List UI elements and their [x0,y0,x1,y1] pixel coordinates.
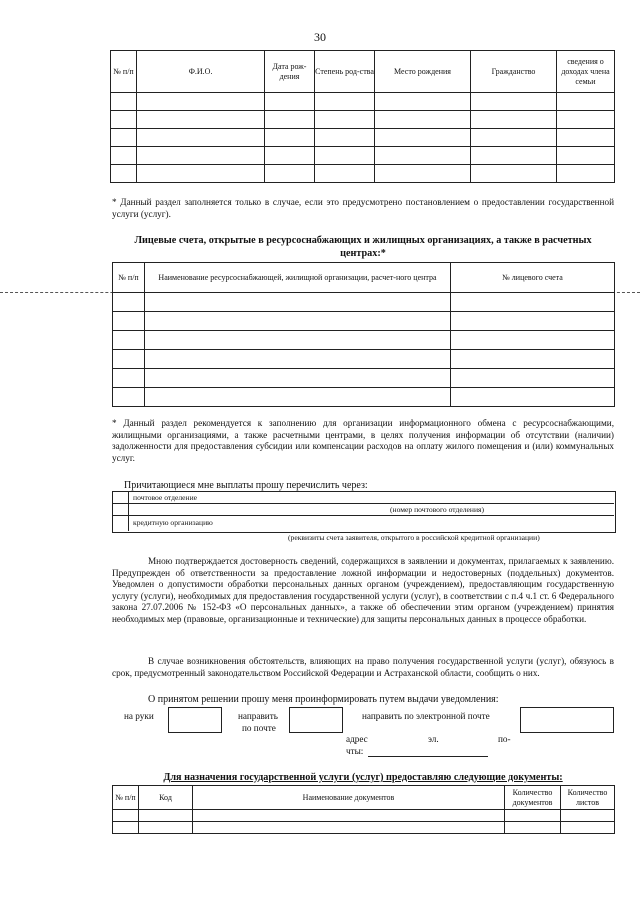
documents-section-title: Для назначения государственной услуги (услуг) предоставляю следующие документы: [163,772,563,783]
payment-col-divider [128,491,129,531]
col-sheet-count: Количество листов [561,786,615,810]
table-row [113,369,615,388]
credit-org-option[interactable]: кредитную организацию [133,518,213,527]
credit-org-hint: (реквизиты счета заявителя, открытого в российской кредитной организации) [288,533,540,542]
table-row [111,165,615,183]
table-row [113,350,615,369]
by-mail-checkbox[interactable] [289,707,343,733]
col-account-number: № лицевого счета [451,263,615,293]
table-row [111,147,615,165]
table-row [113,331,615,350]
email-label-3: по- [498,734,511,744]
in-hand-label: на руки [124,711,154,721]
col-citizenship: Гражданство [471,51,557,93]
table-row [111,111,615,129]
payment-divider [112,503,614,504]
accounts-note: * Данный раздел рекомендуется к заполнению для организации информационного обмена с ресурсоснабжающими, жилищными организациями, а также расчетными центрами, в целях получения информации об отсутствии (наличии) задолженности для предоставления субсидии или компенсации расходов на оплату жилого помещения и (или) коммунальных услуг. [112,418,614,463]
page-number: 30 [314,30,326,44]
col-organization: Наименование ресурсоснабжающей, жилищной организации, расчет-ного центра [145,263,451,293]
email-label-1: адрес [346,734,368,744]
email-label-2: эл. [428,734,439,744]
col-number: № п/п [113,263,145,293]
notification-intro: О принятом решении прошу меня проинформировать путем выдачи уведомления: [148,694,499,705]
col-number: № п/п [113,786,139,810]
in-hand-checkbox[interactable] [168,707,222,733]
by-email-checkbox[interactable] [520,707,614,733]
family-note: * Данный раздел заполняется только в случае, если это предусмотрено постановлением о предоставлении государственной услуги (услуг). [112,197,614,219]
by-mail-label-2: по почте [242,723,276,733]
table-row [113,312,615,331]
col-full-name: Ф.И.О. [137,51,265,93]
by-mail-label-1: направить [238,711,278,721]
payment-divider [112,515,614,516]
by-email-label: направить по электронной почте [362,711,490,721]
col-document-name: Наименование документов [193,786,505,810]
payment-intro: Причитающиеся мне выплаты прошу перечислить через: [124,480,368,491]
col-birth-date: Дата рож-дения [265,51,315,93]
col-relationship: Степень род-ства [315,51,375,93]
post-office-hint: (номер почтового отделения) [390,505,485,514]
col-income: сведения о доходах члена семьи [557,51,615,93]
obligation-text: В случае возникновения обстоятельств, влияющих на право получения государственной услуги (услуг), обязуюсь в срок, предусмотренный законодательством Российской Федерации и Астраханской области, сообщить о них. [112,656,614,678]
table-row [113,293,615,312]
email-label-4: чты: [346,746,364,756]
family-members-table [110,50,615,183]
col-birth-place: Место рождения [375,51,471,93]
table-row [113,388,615,407]
confirmation-text: Мною подтверждается достоверность сведений, содержащихся в заявлении и документах, прилагаемых к заявлению. Предупрежден об ответственности за предоставление ложной информации и недостоверных (поддельных) документов. Уведомлен о допустимости обработки персональных данных органом (учреждением), предоставляющим государственную услугу (услуги), необходимых для предоставления государственной услуги (услуг), в соответствии с п.4 ч.1 ст. 6 Федерального закона 27.07.2006 № 152-ФЗ «О персональных данных», а также об обеспечении этим органом (учреждением) принятия необходимых мер (правовые, организационные и технические) для защиты персональных данных в процессе обработки. [112,556,614,624]
col-code: Код [139,786,193,810]
col-number: № п/п [111,51,137,93]
documents-table [112,785,615,834]
post-office-option[interactable]: почтовое отделение [133,493,197,502]
accounts-table [112,262,615,407]
email-address-field[interactable] [368,746,488,757]
accounts-section-title: Лицевые счета, открытые в ресурсоснабжающих и жилищных организациях, а также в расчетных центрах:* [134,235,592,259]
table-row [113,822,615,834]
col-document-count: Количество документов [505,786,561,810]
table-row [111,129,615,147]
table-row [113,810,615,822]
table-row [111,93,615,111]
